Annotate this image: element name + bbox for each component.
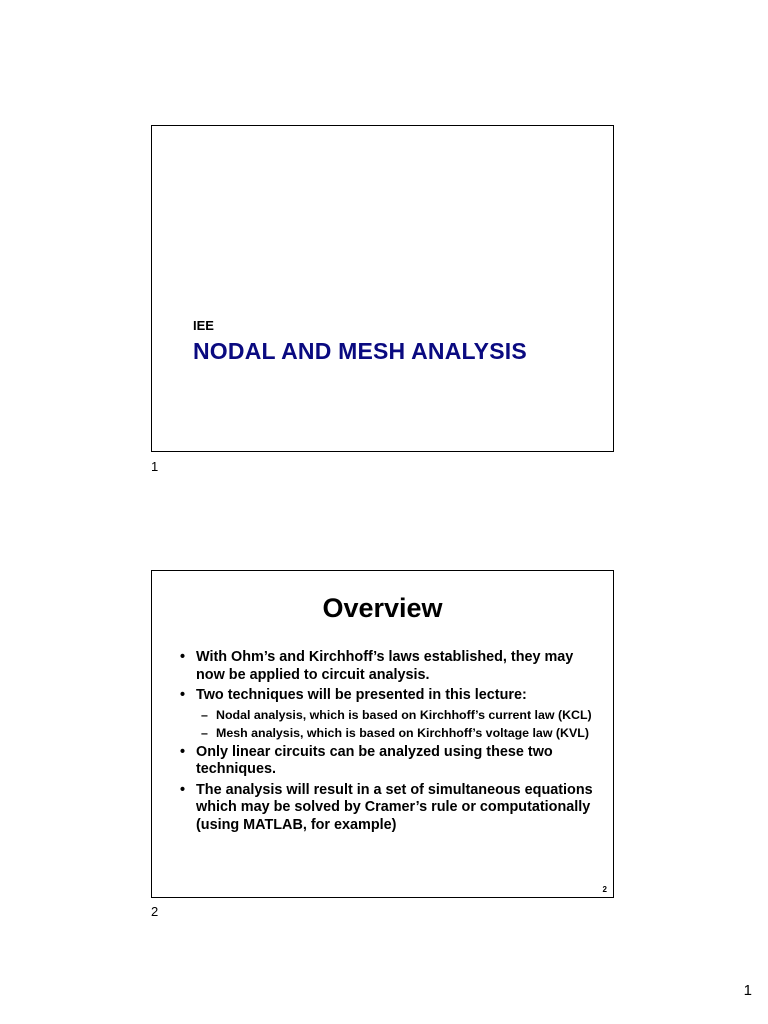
slide-1-kicker: IEE: [193, 318, 214, 333]
sub-bullet-text: Nodal analysis, which is based on Kirchhoff’s current law (KCL): [216, 707, 592, 722]
bullet-marker: •: [180, 781, 186, 798]
bullet-text: The analysis will result in a set of simultaneous equations which may be solved by Cramer’s rule or computationally (using MATLAB, for example): [196, 781, 593, 833]
bullet-marker: •: [180, 649, 186, 665]
bullet-item: [176, 687, 596, 705]
slide-1-label: 1: [151, 459, 159, 474]
bullet-item: [176, 744, 596, 779]
bullet-marker: •: [180, 687, 186, 703]
sub-bullet-marker: –: [201, 707, 208, 722]
slide-2-number: 2: [602, 885, 607, 894]
slide-1-title: NODAL AND MESH ANALYSIS: [193, 338, 527, 364]
slide-2-label: 2: [151, 904, 159, 919]
bullet-text: Only linear circuits can be analyzed using these two techniques.: [196, 743, 553, 777]
bullet-text: With Ohm’s and Kirchhoff’s laws established, they may now be applied to circuit analysis.: [196, 649, 574, 683]
bullet-list: [176, 649, 596, 837]
slide-2: [151, 570, 614, 898]
sub-bullet-text: Mesh analysis, which is based on Kirchhoff’s voltage law (KVL): [216, 725, 589, 740]
sub-bullet-marker: –: [201, 725, 208, 740]
sub-bullet-item: [176, 708, 596, 722]
page-number: 1: [743, 982, 752, 999]
sub-bullet-item: [176, 726, 596, 740]
slide-2-title: Overview: [322, 593, 443, 623]
bullet-item: [176, 782, 596, 835]
bullet-text: Two techniques will be presented in this lecture:: [196, 687, 527, 703]
bullet-marker: •: [180, 743, 186, 760]
slide-1: [151, 125, 614, 452]
bullet-item: [176, 649, 596, 684]
